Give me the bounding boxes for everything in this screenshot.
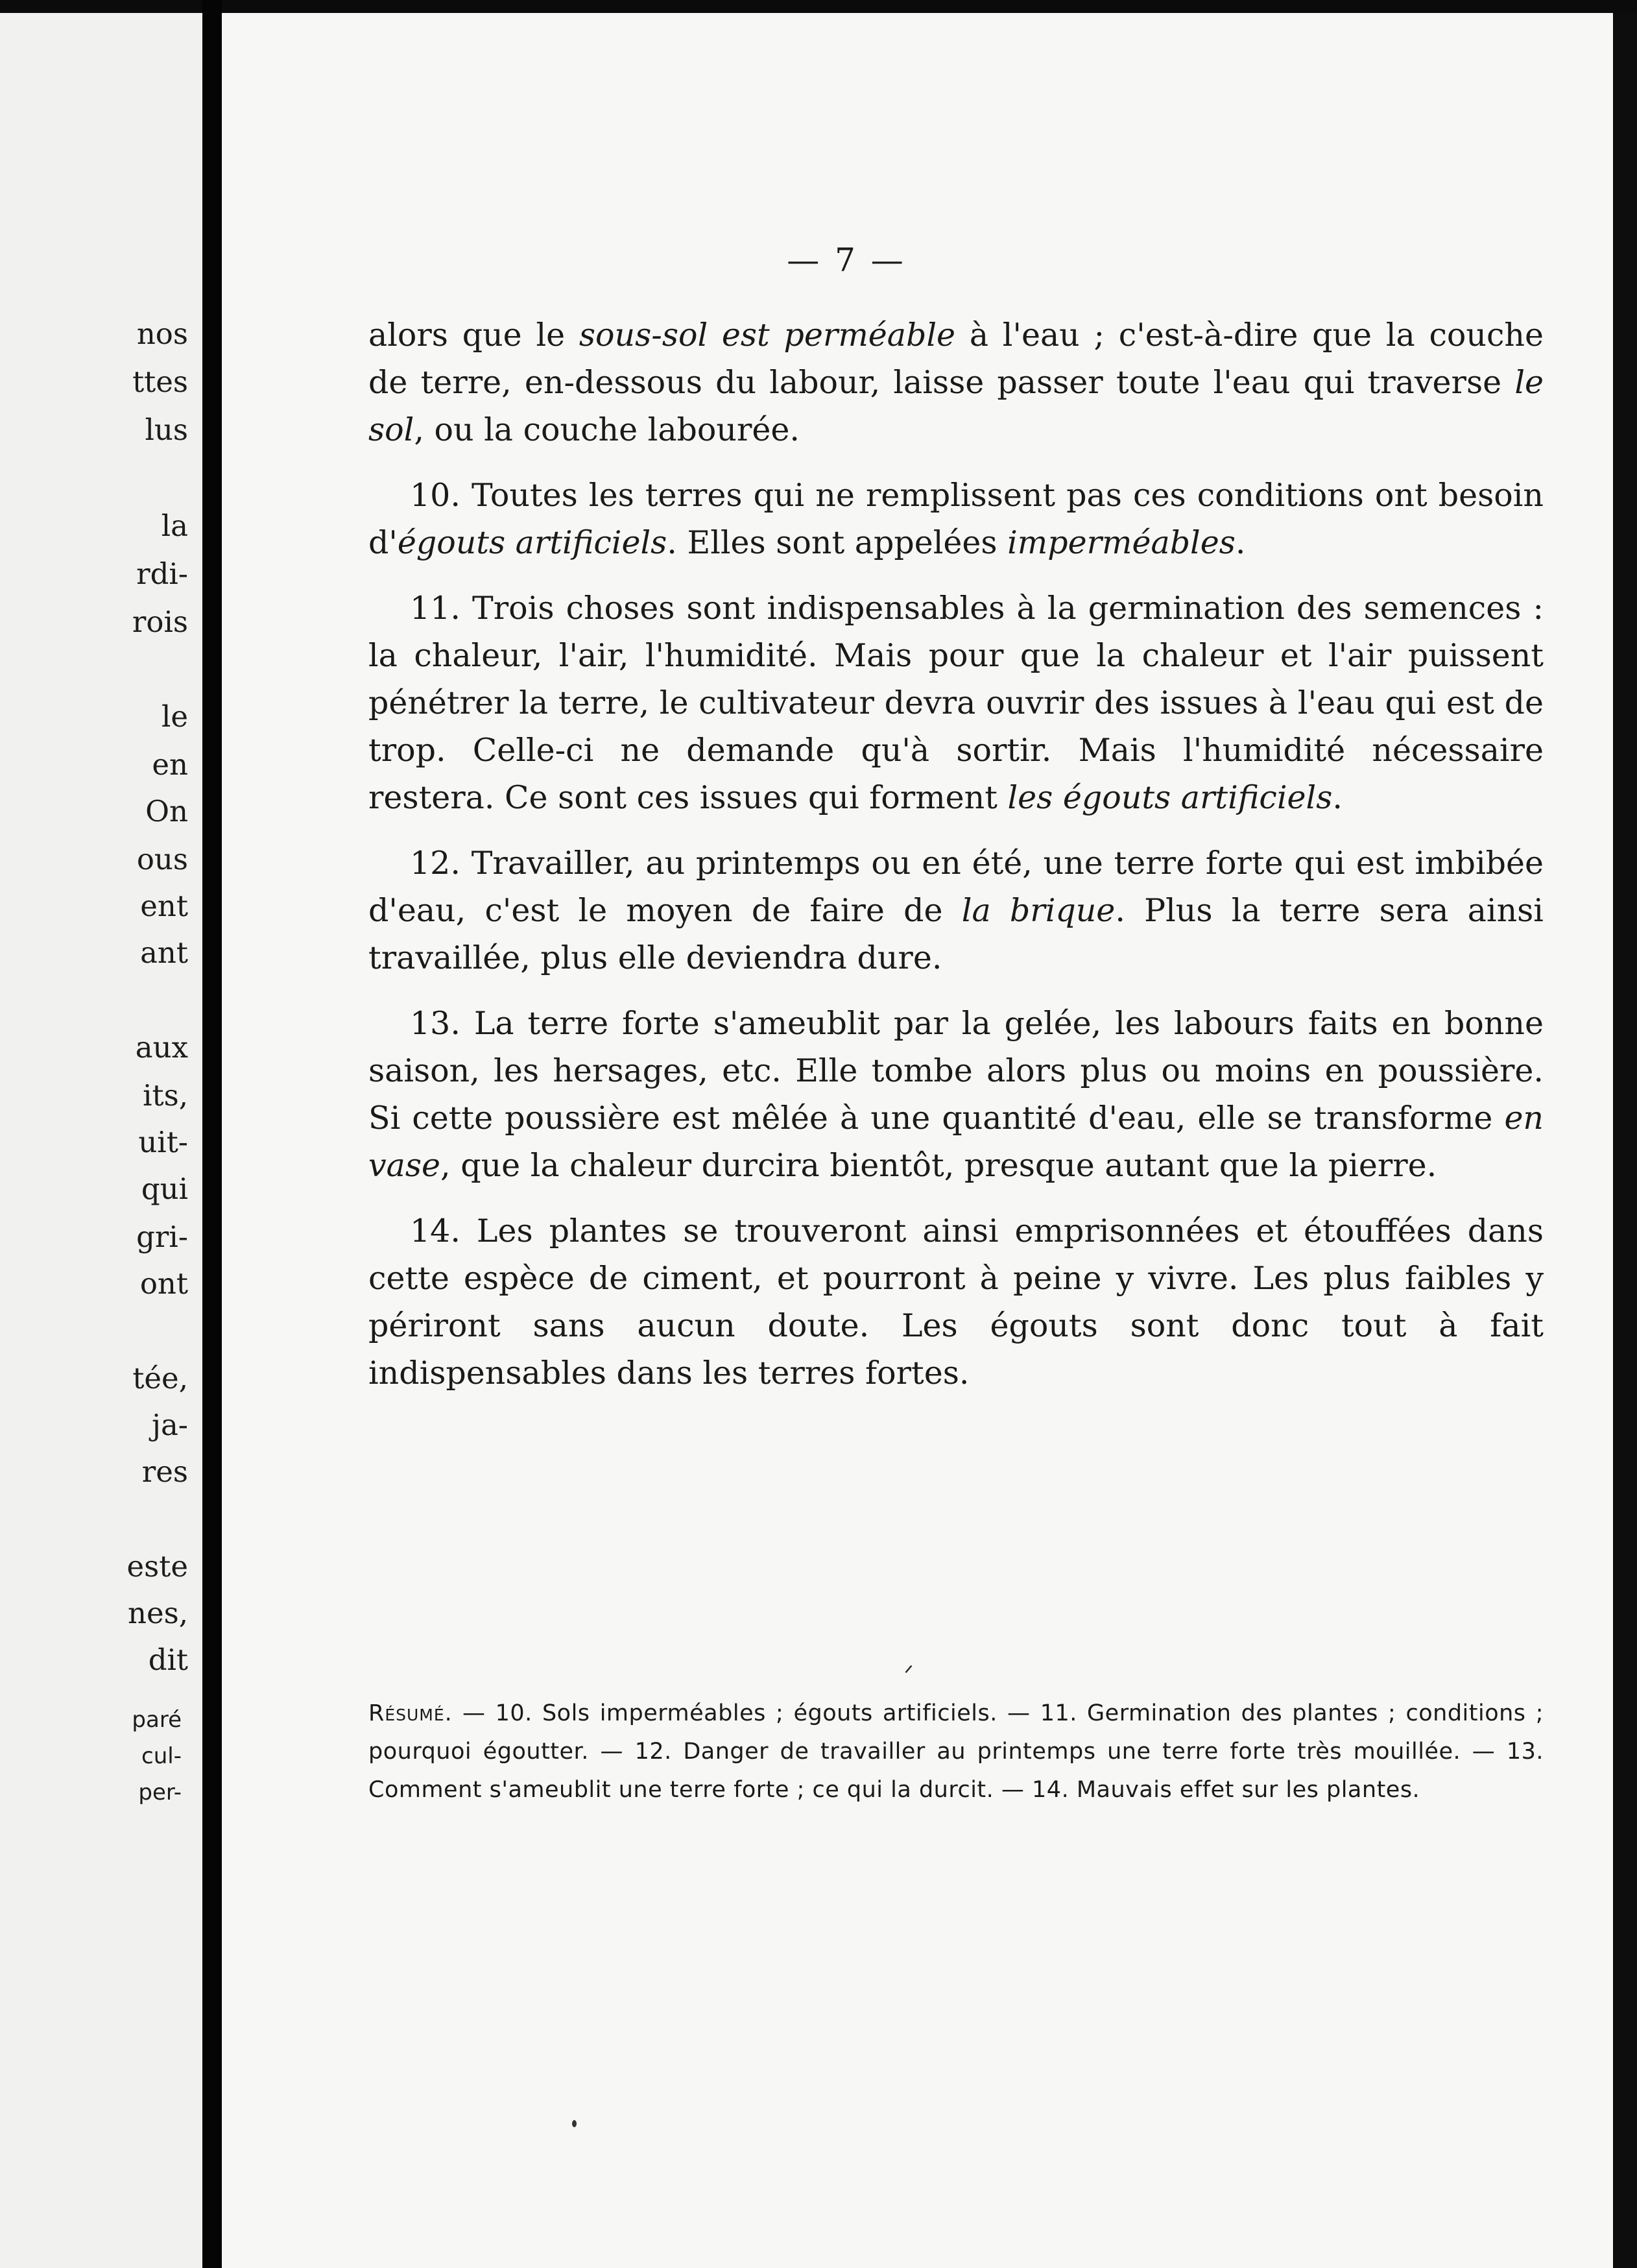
- left-fragment: le: [161, 699, 188, 734]
- left-fragment: per-: [138, 1779, 182, 1805]
- current-page: [222, 13, 1613, 2268]
- text-run: . Elles sont appelées: [667, 524, 1008, 561]
- text-run: à l'eau ; c'est-à-dire que la couche de terre, en-dessous du labour, laisse passer toute l'eau qui traverse: [368, 317, 1544, 401]
- text-run: , ou la couche labourée.: [414, 411, 800, 448]
- left-fragment: en: [152, 747, 188, 782]
- italic-term: en vase: [368, 1100, 1544, 1184]
- left-fragment: ja-: [152, 1408, 188, 1442]
- left-fragment: tée,: [132, 1361, 188, 1395]
- text-run: 14. Les plantes se trouveront ainsi emprisonnées et étouffées dans cette espèce de ciment, et pourront à peine y vivre. Les plus faibles y périront sans aucun doute. Les égouts sont donc tout à fait indispensables dans les terres fortes.: [368, 1212, 1544, 1392]
- left-fragment: cul-: [141, 1743, 182, 1769]
- italic-term: sous-sol est perméable: [579, 317, 956, 354]
- text-run: . Plus la terre sera ainsi travaillée, plus elle deviendra dure.: [368, 892, 1544, 976]
- text-run: 11. Trois choses sont indispensables à la germination des semences : la chaleur, l'air, l'humidité. Mais pour que la chaleur et l'air puissent pénétrer la terre, le cultivateur devra ouvrir des issues à l'eau qui est de trop. Celle-ci ne demande qu'à sortir. Mais l'humidité nécessaire restera. Ce sont ces issues qui forment: [368, 590, 1544, 816]
- italic-term: les égouts artificiels: [1007, 779, 1333, 816]
- summary-block: [368, 1695, 1544, 1809]
- text-run: 12. Travailler, au printemps ou en été, une terre forte qui est imbibée d'eau, c'est le moyen de faire de: [368, 845, 1544, 929]
- text-run: alors que le: [368, 317, 579, 354]
- page-edge-shadow: [1613, 13, 1637, 2268]
- left-fragment: On: [145, 794, 188, 828]
- text-run: 10. Toutes les terres qui ne remplissent pas ces conditions ont besoin d': [368, 477, 1544, 561]
- left-fragment: ont: [139, 1266, 188, 1301]
- previous-page-fragment: [0, 13, 202, 2268]
- paragraph-10: [368, 472, 1544, 566]
- italic-term: le sol: [368, 364, 1544, 448]
- left-fragment: its,: [143, 1078, 188, 1113]
- page-number: — 7 —: [787, 241, 906, 279]
- italic-term: imperméables: [1007, 524, 1236, 561]
- left-fragment: uit-: [138, 1125, 188, 1159]
- paragraph-continuation: [368, 311, 1544, 453]
- paragraph-14: [368, 1207, 1544, 1397]
- left-fragment: qui: [141, 1172, 188, 1206]
- italic-term: égouts artificiels: [397, 524, 667, 561]
- left-fragment: rois: [132, 605, 188, 639]
- ink-speck: [572, 2120, 577, 2127]
- left-fragment: ttes: [132, 365, 188, 399]
- book-spine-shadow: [202, 0, 222, 2268]
- left-fragment: este: [126, 1549, 188, 1584]
- left-fragment: paré: [132, 1707, 182, 1733]
- left-fragment: nes,: [127, 1596, 188, 1630]
- paragraph-12: [368, 839, 1544, 982]
- left-fragment: dit: [148, 1643, 188, 1677]
- summary-label: Résumé.: [368, 1700, 453, 1726]
- left-fragment: lus: [145, 413, 188, 447]
- left-fragment: res: [141, 1454, 188, 1489]
- left-fragment: ent: [140, 889, 188, 923]
- text-run: .: [1332, 779, 1343, 816]
- left-fragment: gri-: [136, 1220, 188, 1254]
- text-run: .: [1235, 524, 1246, 561]
- left-fragment: rdi-: [136, 557, 188, 591]
- ink-mark: ᐟ: [904, 1661, 914, 1687]
- left-fragment: la: [161, 509, 188, 543]
- left-fragment: ant: [140, 935, 188, 970]
- page-body: [368, 311, 1544, 1415]
- italic-term: la brique: [961, 892, 1116, 929]
- paragraph-11: [368, 585, 1544, 821]
- left-fragment: nos: [136, 317, 188, 351]
- left-fragment: ous: [136, 842, 188, 876]
- paragraph-13: [368, 1000, 1544, 1189]
- text-run: , que la chaleur durcira bientôt, presque autant que la pierre.: [440, 1147, 1437, 1184]
- text-run: 13. La terre forte s'ameublit par la gelée, les labours faits en bonne saison, les hersages, etc. Elle tombe alors plus ou moins en poussière. Si cette poussière est mêlée à une quantité d'eau, elle se transforme: [368, 1005, 1544, 1137]
- left-fragment: aux: [135, 1030, 188, 1065]
- summary-text: — 10. Sols imperméables ; égouts artificiels. — 11. Germination des plantes ; conditions ; pourquoi égoutter. — 12. Danger de travailler au printemps une terre forte très mouillée. — 13. Comment s'ameublit une terre forte ; ce qui la durcit. — 14. Mauvais effet sur les plantes.: [368, 1700, 1544, 1803]
